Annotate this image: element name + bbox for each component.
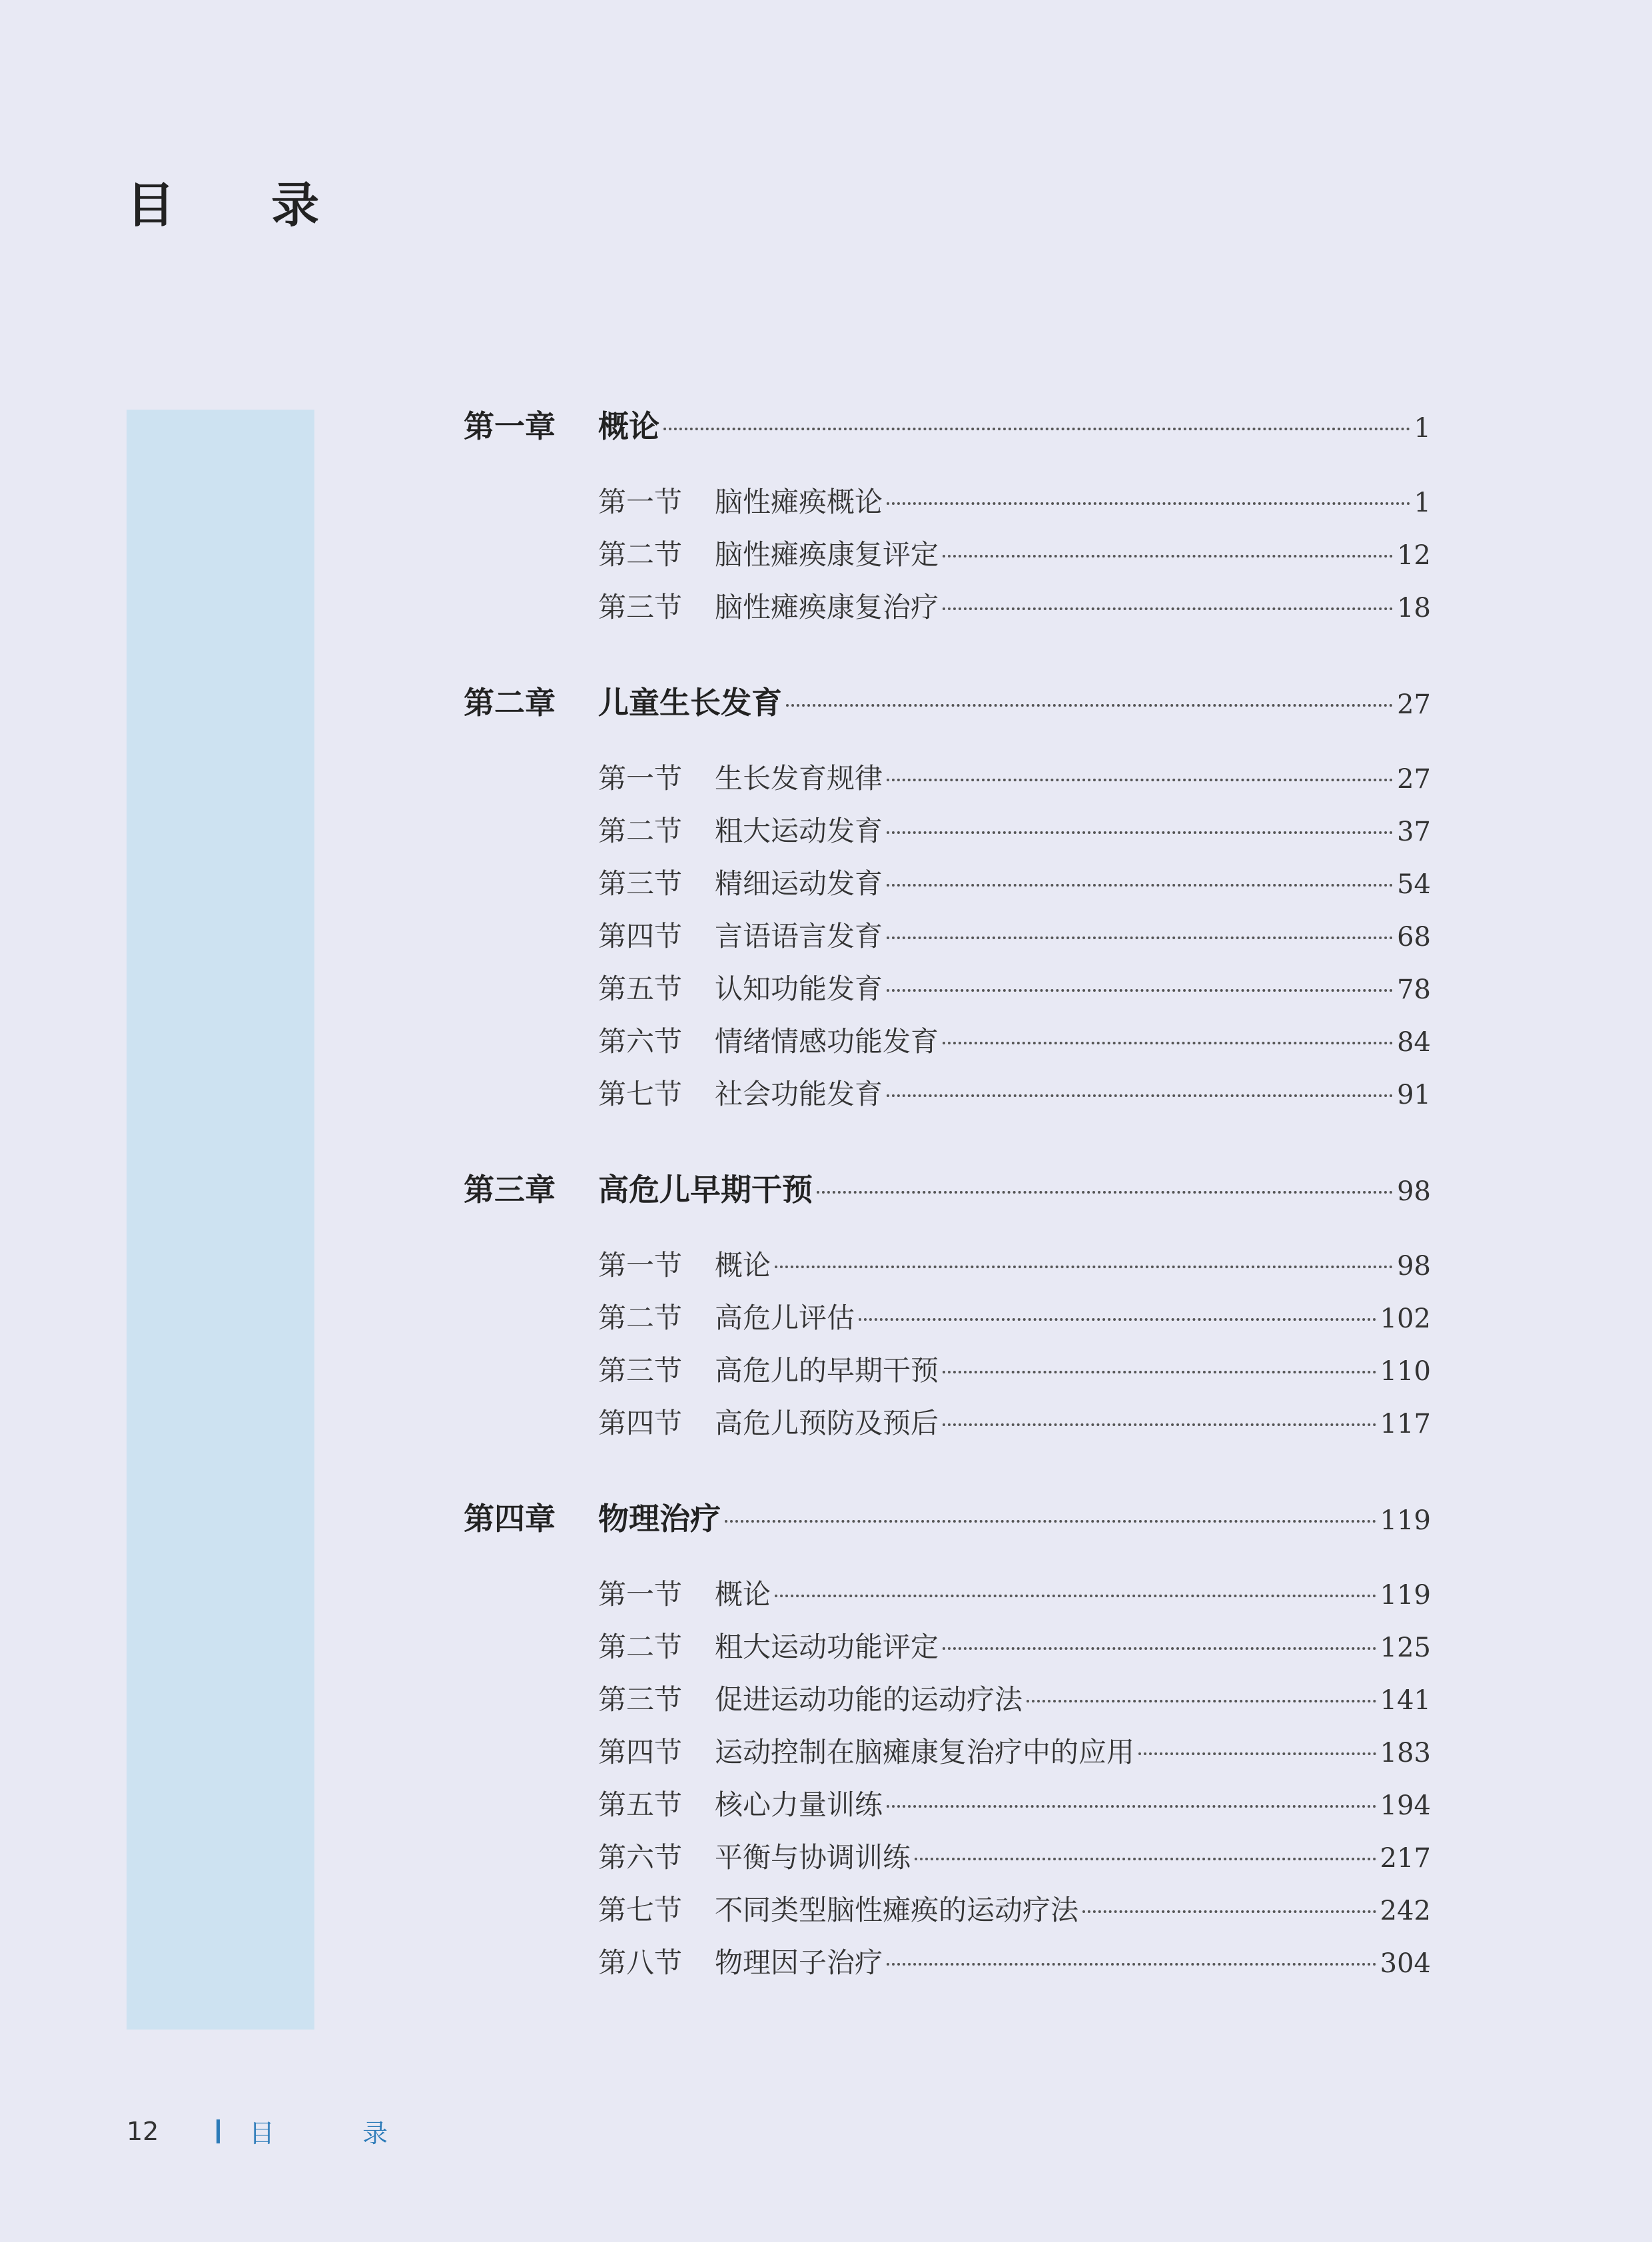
toc-section-entry[interactable] bbox=[464, 528, 1431, 581]
section-page-number: 125 bbox=[1380, 1633, 1431, 1663]
chapter-page-number: 98 bbox=[1397, 1176, 1431, 1207]
section-title: 高危儿的早期干预 bbox=[715, 1354, 939, 1387]
toc-section-entry[interactable] bbox=[464, 1344, 1431, 1397]
chapter-title: 物理治疗 bbox=[598, 1501, 721, 1537]
dot-leader bbox=[887, 502, 1410, 505]
section-page-number: 110 bbox=[1380, 1356, 1431, 1387]
section-number: 第二节 bbox=[598, 1302, 683, 1334]
chapter-title: 高危儿早期干预 bbox=[598, 1172, 813, 1208]
dot-leader bbox=[887, 779, 1393, 781]
section-page-number: 117 bbox=[1380, 1409, 1431, 1439]
section-number: 第一节 bbox=[598, 486, 683, 518]
toc-chapter bbox=[464, 400, 1431, 633]
dot-leader bbox=[887, 1963, 1376, 1966]
section-page-number: 217 bbox=[1380, 1843, 1431, 1874]
section-number: 第一节 bbox=[598, 1249, 683, 1282]
dot-leader bbox=[663, 428, 1410, 430]
section-number: 第二节 bbox=[598, 815, 683, 847]
section-number: 第二节 bbox=[598, 1631, 683, 1663]
section-title: 运动控制在脑瘫康复治疗中的应用 bbox=[715, 1736, 1135, 1768]
section-title: 情绪情感功能发育 bbox=[715, 1025, 939, 1058]
section-page-number: 194 bbox=[1380, 1790, 1431, 1821]
dot-leader bbox=[943, 1647, 1376, 1650]
toc-section-entry[interactable] bbox=[464, 1726, 1431, 1778]
side-decoration-band bbox=[127, 410, 314, 2030]
page-title: 目 录 bbox=[127, 177, 360, 233]
section-title: 核心力量训练 bbox=[715, 1788, 883, 1821]
dot-leader bbox=[943, 1371, 1376, 1373]
section-page-number: 304 bbox=[1380, 1948, 1431, 1979]
section-page-number: 183 bbox=[1380, 1738, 1431, 1768]
dot-leader bbox=[786, 704, 1393, 707]
dot-leader bbox=[1027, 1700, 1376, 1702]
toc-section-entry[interactable] bbox=[464, 752, 1431, 805]
section-number: 第五节 bbox=[598, 972, 683, 1005]
toc-section-entry[interactable] bbox=[464, 1884, 1431, 1936]
chapter-title: 概论 bbox=[598, 408, 659, 444]
section-page-number: 141 bbox=[1380, 1685, 1431, 1716]
section-page-number: 242 bbox=[1380, 1896, 1431, 1926]
section-title: 概论 bbox=[715, 1578, 771, 1611]
section-page-number: 18 bbox=[1397, 593, 1431, 623]
toc-section-entry[interactable] bbox=[464, 1673, 1431, 1726]
toc-section-entry[interactable] bbox=[464, 1015, 1431, 1068]
toc-section-entry[interactable] bbox=[464, 805, 1431, 857]
chapter-number: 第一章 bbox=[464, 408, 556, 444]
dot-leader bbox=[943, 607, 1393, 610]
section-page-number: 91 bbox=[1397, 1080, 1431, 1110]
toc-section-entry[interactable] bbox=[464, 857, 1431, 910]
dot-leader bbox=[859, 1318, 1376, 1321]
toc-section-entry[interactable] bbox=[464, 1831, 1431, 1884]
dot-leader bbox=[943, 1042, 1393, 1044]
dot-leader bbox=[1138, 1752, 1376, 1755]
dot-leader bbox=[887, 989, 1393, 992]
section-title: 促进运动功能的运动疗法 bbox=[715, 1683, 1023, 1716]
toc-chapter bbox=[464, 676, 1431, 1120]
dot-leader bbox=[887, 936, 1393, 939]
dot-leader bbox=[1082, 1910, 1376, 1913]
section-title: 脑性瘫痪概论 bbox=[715, 486, 883, 518]
section-page-number: 102 bbox=[1380, 1304, 1431, 1334]
section-number: 第一节 bbox=[598, 1578, 683, 1611]
section-title: 不同类型脑性瘫痪的运动疗法 bbox=[715, 1894, 1079, 1926]
chapter-page-number: 119 bbox=[1380, 1505, 1431, 1536]
toc-section-list bbox=[464, 752, 1431, 1120]
section-page-number: 119 bbox=[1380, 1580, 1431, 1611]
dot-leader bbox=[887, 884, 1393, 887]
dot-leader bbox=[887, 831, 1393, 834]
section-page-number: 37 bbox=[1397, 817, 1431, 847]
dot-leader bbox=[775, 1266, 1393, 1268]
chapter-title: 儿童生长发育 bbox=[598, 685, 782, 721]
toc-section-entry[interactable] bbox=[464, 476, 1431, 528]
toc-section-entry[interactable] bbox=[464, 1778, 1431, 1831]
section-title: 生长发育规律 bbox=[715, 762, 883, 795]
section-title: 平衡与协调训练 bbox=[715, 1841, 911, 1874]
dot-leader bbox=[887, 1805, 1376, 1808]
chapter-number: 第四章 bbox=[464, 1501, 556, 1537]
dot-leader bbox=[943, 1423, 1376, 1426]
section-page-number: 12 bbox=[1397, 540, 1431, 571]
section-page-number: 84 bbox=[1397, 1027, 1431, 1058]
section-title: 精细运动发育 bbox=[715, 867, 883, 900]
section-number: 第四节 bbox=[598, 1736, 683, 1768]
section-number: 第三节 bbox=[598, 867, 683, 900]
dot-leader bbox=[915, 1858, 1376, 1860]
toc-chapter-entry[interactable] bbox=[464, 1492, 1431, 1545]
section-number: 第五节 bbox=[598, 1788, 683, 1821]
toc-section-list bbox=[464, 1239, 1431, 1449]
toc-section-entry[interactable] bbox=[464, 1068, 1431, 1120]
section-number: 第六节 bbox=[598, 1025, 683, 1058]
section-page-number: 54 bbox=[1397, 869, 1431, 900]
section-page-number: 78 bbox=[1397, 974, 1431, 1005]
page-footer bbox=[127, 2113, 428, 2149]
toc-section-entry[interactable] bbox=[464, 1936, 1431, 1989]
footer-divider-bar bbox=[216, 2119, 220, 2143]
section-title: 认知功能发育 bbox=[715, 972, 883, 1005]
section-title: 高危儿评估 bbox=[715, 1302, 855, 1334]
section-number: 第六节 bbox=[598, 1841, 683, 1874]
toc-section-list bbox=[464, 476, 1431, 633]
section-number: 第四节 bbox=[598, 920, 683, 952]
section-page-number: 68 bbox=[1397, 922, 1431, 952]
section-page-number: 27 bbox=[1397, 764, 1431, 795]
toc-chapter bbox=[464, 1492, 1431, 1989]
toc-section-entry[interactable] bbox=[464, 581, 1431, 633]
dot-leader bbox=[775, 1595, 1376, 1597]
section-number: 第三节 bbox=[598, 1683, 683, 1716]
section-number: 第三节 bbox=[598, 591, 683, 623]
section-title: 概论 bbox=[715, 1249, 771, 1282]
section-number: 第八节 bbox=[598, 1946, 683, 1979]
dot-leader bbox=[817, 1191, 1393, 1194]
section-title: 粗大运动发育 bbox=[715, 815, 883, 847]
dot-leader bbox=[943, 555, 1393, 558]
toc-section-entry[interactable] bbox=[464, 1239, 1431, 1292]
chapter-number: 第三章 bbox=[464, 1172, 556, 1208]
section-number: 第三节 bbox=[598, 1354, 683, 1387]
section-title: 社会功能发育 bbox=[715, 1078, 883, 1110]
toc-chapter-entry[interactable] bbox=[464, 1163, 1431, 1216]
section-title: 高危儿预防及预后 bbox=[715, 1407, 939, 1439]
toc-section-entry[interactable] bbox=[464, 910, 1431, 962]
section-number: 第七节 bbox=[598, 1078, 683, 1110]
table-of-contents bbox=[464, 400, 1431, 2032]
toc-chapter-entry[interactable] bbox=[464, 676, 1431, 729]
chapter-number: 第二章 bbox=[464, 685, 556, 721]
toc-section-entry[interactable] bbox=[464, 962, 1431, 1015]
chapter-page-number: 27 bbox=[1397, 689, 1431, 720]
section-title: 言语语言发育 bbox=[715, 920, 883, 952]
toc-chapter bbox=[464, 1163, 1431, 1449]
toc-section-entry[interactable] bbox=[464, 1292, 1431, 1344]
section-title: 脑性瘫痪康复治疗 bbox=[715, 591, 939, 623]
toc-section-entry[interactable] bbox=[464, 1568, 1431, 1621]
section-number: 第二节 bbox=[598, 538, 683, 571]
toc-section-list bbox=[464, 1568, 1431, 1989]
dot-leader bbox=[887, 1094, 1393, 1097]
section-title: 脑性瘫痪康复评定 bbox=[715, 538, 939, 571]
section-number: 第四节 bbox=[598, 1407, 683, 1439]
dot-leader bbox=[725, 1520, 1376, 1523]
toc-section-entry[interactable] bbox=[464, 1397, 1431, 1449]
chapter-page-number: 1 bbox=[1414, 413, 1431, 444]
footer-section-label: 目 录 bbox=[249, 2119, 428, 2148]
section-page-number: 98 bbox=[1397, 1251, 1431, 1282]
section-title: 粗大运动功能评定 bbox=[715, 1631, 939, 1663]
toc-chapter-entry[interactable] bbox=[464, 400, 1431, 453]
section-number: 第七节 bbox=[598, 1894, 683, 1926]
section-page-number: 1 bbox=[1414, 488, 1431, 518]
section-number: 第一节 bbox=[598, 762, 683, 795]
section-title: 物理因子治疗 bbox=[715, 1946, 883, 1979]
footer-page-number: 12 bbox=[127, 2116, 159, 2146]
toc-section-entry[interactable] bbox=[464, 1621, 1431, 1673]
